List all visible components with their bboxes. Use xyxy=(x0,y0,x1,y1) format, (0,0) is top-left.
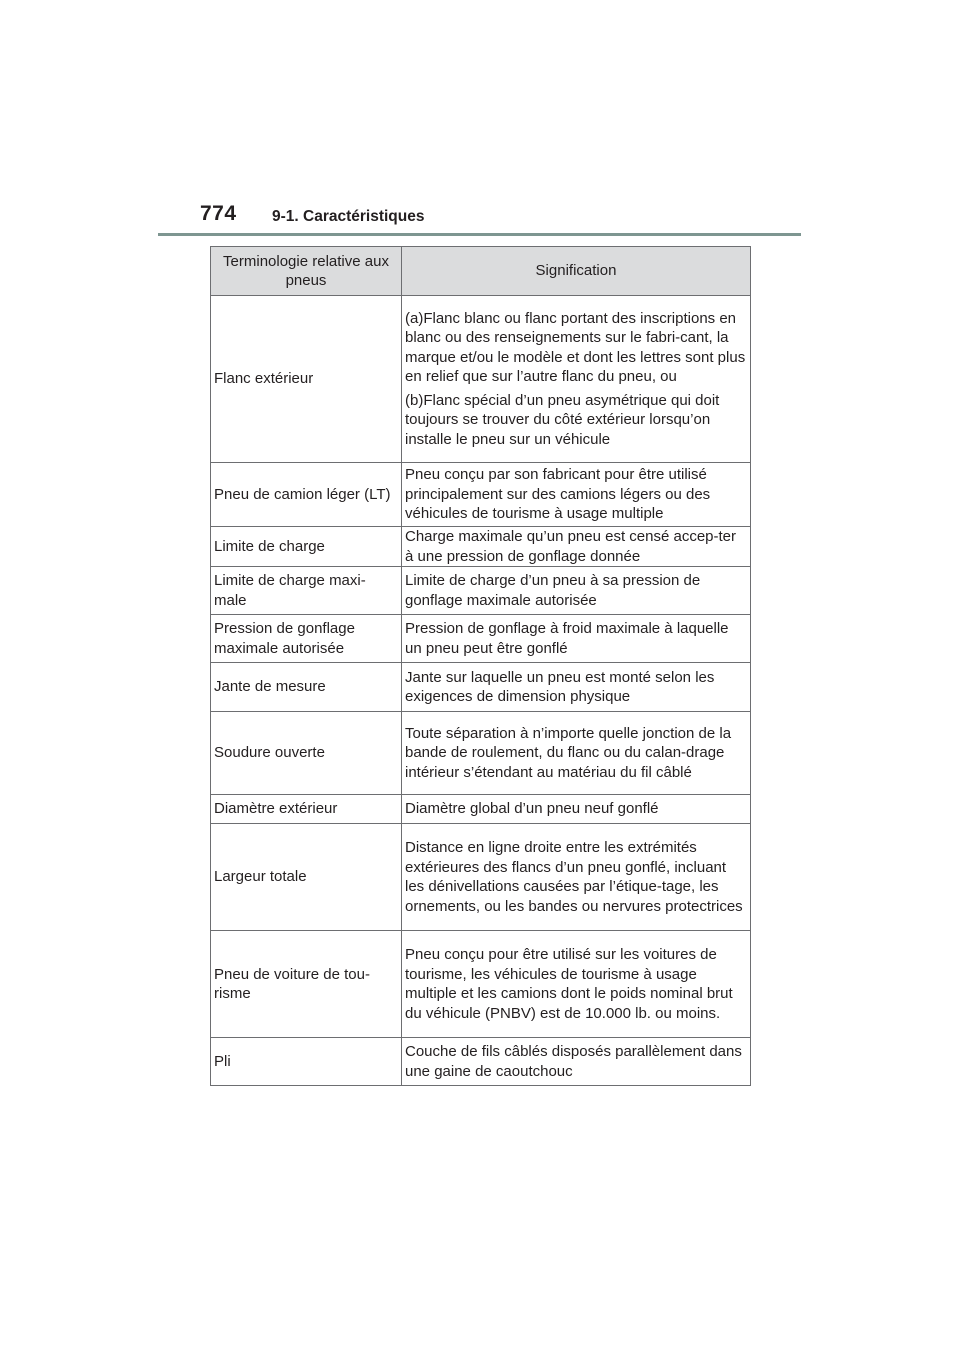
meaning-paragraph: (a)Flanc blanc ou flanc portant des inscriptions en blanc ou des renseignements sur le fabri-cant, la marque et/ou le modèle et dont les lettres sont plus en relief que sur l’autre flanc du pneu, ou xyxy=(405,309,746,386)
table-row xyxy=(211,795,751,824)
meaning-paragraph: Pneu conçu par son fabricant pour être utilisé principalement sur des camions légers ou des véhicules de tourisme à usage multiple xyxy=(405,466,711,523)
table-row xyxy=(211,824,751,931)
meaning-cell xyxy=(402,795,751,824)
header-divider xyxy=(158,233,801,236)
meaning-paragraph: Diamètre global d’un pneu neuf gonflé xyxy=(405,800,659,818)
table-header-row xyxy=(211,247,751,296)
meaning-cell xyxy=(402,463,751,527)
meaning-cell xyxy=(402,824,751,931)
term-cell: Pli xyxy=(211,1038,402,1086)
table-body xyxy=(211,296,751,1086)
table-row xyxy=(211,712,751,795)
meaning-cell xyxy=(402,567,751,615)
meaning-paragraph: Distance en ligne droite entre les extrémités extérieures des flancs d’un pneu gonflé, incluant les dénivellations causées par l’étique-tage, les ornements, ou les bandes ou nervures protectrices xyxy=(405,839,743,915)
meaning-paragraph: Pneu conçu pour être utilisé sur les voitures de tourisme, les véhicules de tourisme à usage multiple et les camions dont le poids nominal brut du véhicule (PNBV) est de 10.000 lb. ou moins. xyxy=(405,946,733,1022)
table-row xyxy=(211,296,751,463)
term-cell: Pneu de camion léger (LT) xyxy=(211,463,402,527)
section-title: 9-1. Caractéristiques xyxy=(272,208,425,225)
term-cell: Jante de mesure xyxy=(211,663,402,712)
table-row xyxy=(211,615,751,663)
term-cell: Pression de gonflage maximale autorisée xyxy=(211,615,402,663)
term-cell: Limite de charge maxi-male xyxy=(211,567,402,615)
meaning-paragraph: (b)Flanc spécial d’un pneu asymétrique qui doit toujours se trouver du côté extérieur lorsqu’on installe le pneu sur un véhicule xyxy=(405,391,720,448)
column-header-term: Terminologie relative aux pneus xyxy=(211,247,402,296)
term-cell: Flanc extérieur xyxy=(211,296,402,463)
term-cell: Pneu de voiture de tou-risme xyxy=(211,931,402,1038)
meaning-cell xyxy=(402,615,751,663)
meaning-paragraph: Jante sur laquelle un pneu est monté selon les exigences de dimension physique xyxy=(405,668,715,705)
table-row xyxy=(211,527,751,567)
page-number: 774 xyxy=(200,202,237,225)
term-cell: Diamètre extérieur xyxy=(211,795,402,824)
table-row xyxy=(211,931,751,1038)
meaning-paragraph: Couche de fils câblés disposés parallèlement dans une gaine de caoutchouc xyxy=(405,1043,742,1080)
table-row xyxy=(211,463,751,527)
meaning-paragraph: Toute séparation à n’importe quelle jonction de la bande de roulement, du flanc ou du calan-drage intérieur s’étendant au matériau du fil câblé xyxy=(405,724,732,781)
meaning-cell xyxy=(402,1038,751,1086)
column-header-meaning: Signification xyxy=(402,247,751,296)
meaning-cell xyxy=(402,663,751,712)
meaning-cell xyxy=(402,296,751,463)
meaning-paragraph: Charge maximale qu’un pneu est censé accep-ter à une pression de gonflage donnée xyxy=(405,528,737,565)
meaning-cell xyxy=(402,712,751,795)
term-cell: Soudure ouverte xyxy=(211,712,402,795)
table-row xyxy=(211,1038,751,1086)
tire-terminology-table xyxy=(210,246,751,1086)
meaning-paragraph: Pression de gonflage à froid maximale à laquelle un pneu peut être gonflé xyxy=(405,620,729,657)
table-row xyxy=(211,663,751,712)
page-header xyxy=(200,202,800,232)
term-cell: Largeur totale xyxy=(211,824,402,931)
meaning-paragraph: Limite de charge d’un pneu à sa pression de gonflage maximale autorisée xyxy=(405,572,701,609)
meaning-cell xyxy=(402,527,751,567)
term-cell: Limite de charge xyxy=(211,527,402,567)
table-row xyxy=(211,567,751,615)
meaning-cell xyxy=(402,931,751,1038)
